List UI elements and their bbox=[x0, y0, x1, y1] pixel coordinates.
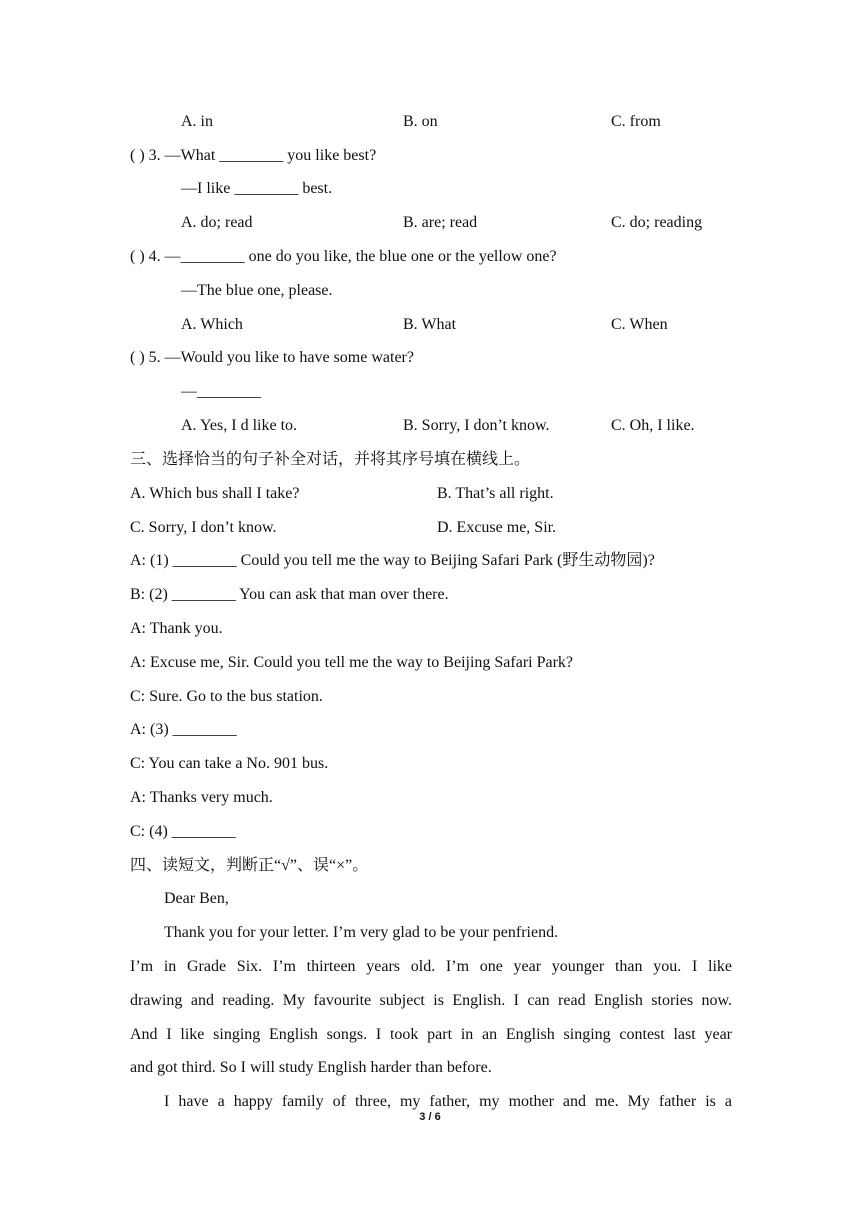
paragraph-line: I’m in Grade Six. I’m thirteen years old. I’m one year younger than you. I like bbox=[130, 958, 732, 975]
q3-option-b: B. are; read bbox=[403, 214, 478, 231]
dialogue-line: C: (4) ________ bbox=[130, 823, 236, 840]
dialogue-line: A: Thanks very much. bbox=[130, 789, 273, 806]
q2-option-c: C. from bbox=[611, 113, 661, 130]
q3-option-a: A. do; read bbox=[181, 214, 253, 231]
q4-reply: —The blue one, please. bbox=[181, 282, 333, 299]
q3-option-c: C. do; reading bbox=[611, 214, 703, 231]
q4-option-c: C. When bbox=[611, 316, 668, 333]
section3-option-b: B. That’s all right. bbox=[437, 485, 554, 502]
letter-first-line: Thank you for your letter. I’m very glad to be your penfriend. bbox=[164, 924, 559, 941]
q5-option-c: C. Oh, I like. bbox=[611, 417, 695, 434]
q2-option-a: A. in bbox=[181, 113, 213, 130]
section3-option-d: D. Excuse me, Sir. bbox=[437, 519, 557, 536]
q5-stem: ( ) 5. —Would you like to have some water? bbox=[130, 349, 414, 366]
q2-option-b: B. on bbox=[403, 113, 438, 130]
paragraph-line: and got third. So I will study English harder than before. bbox=[130, 1059, 492, 1077]
q5-reply: —________ bbox=[181, 383, 261, 400]
q4-option-b: B. What bbox=[403, 316, 457, 333]
section3-option-a: A. Which bus shall I take? bbox=[130, 485, 300, 502]
paragraph-line: drawing and reading. My favourite subject is English. I can read English stories now. bbox=[130, 991, 732, 1009]
q3-reply: —I like ________ best. bbox=[181, 180, 333, 197]
dialogue-line: A: (3) ________ bbox=[130, 721, 237, 738]
q4-stem: ( ) 4. —________ one do you like, the blue one or the yellow one? bbox=[130, 248, 557, 265]
dialogue-line: C: You can take a No. 901 bus. bbox=[130, 755, 329, 772]
q3-stem: ( ) 3. —What ________ you like best? bbox=[130, 147, 377, 164]
dialogue-line: A: Excuse me, Sir. Could you tell me the way to Beijing Safari Park? bbox=[130, 654, 574, 671]
section3-heading: 三、选择恰当的句子补全对话，并将其序号填在横线上。 bbox=[130, 451, 531, 468]
paragraph-line: I have a happy family of three, my father, my mother and me. My father is a bbox=[164, 1093, 732, 1110]
q5-option-a: A. Yes, I d like to. bbox=[181, 417, 298, 434]
q4-option-a: A. Which bbox=[181, 316, 243, 333]
dialogue-line: C: Sure. Go to the bus station. bbox=[130, 688, 323, 705]
dialogue-line: A: Thank you. bbox=[130, 620, 223, 637]
section3-option-c: C. Sorry, I don’t know. bbox=[130, 519, 277, 536]
dialogue-line: B: (2) ________ You can ask that man over there. bbox=[130, 586, 449, 603]
letter-greeting: Dear Ben, bbox=[164, 890, 229, 907]
q5-option-b: B. Sorry, I don’t know. bbox=[403, 417, 550, 434]
section4-heading: 四、读短文，判断正“√”、误“×”。 bbox=[130, 857, 369, 874]
paragraph-line: And I like singing English songs. I took part in an English singing contest last year bbox=[130, 1025, 732, 1043]
page-number: 3 / 6 bbox=[419, 1111, 441, 1123]
dialogue-line: A: (1) ________ Could you tell me the way to Beijing Safari Park (野生动物园)? bbox=[130, 552, 655, 569]
letter-paragraph bbox=[130, 950, 732, 1085]
